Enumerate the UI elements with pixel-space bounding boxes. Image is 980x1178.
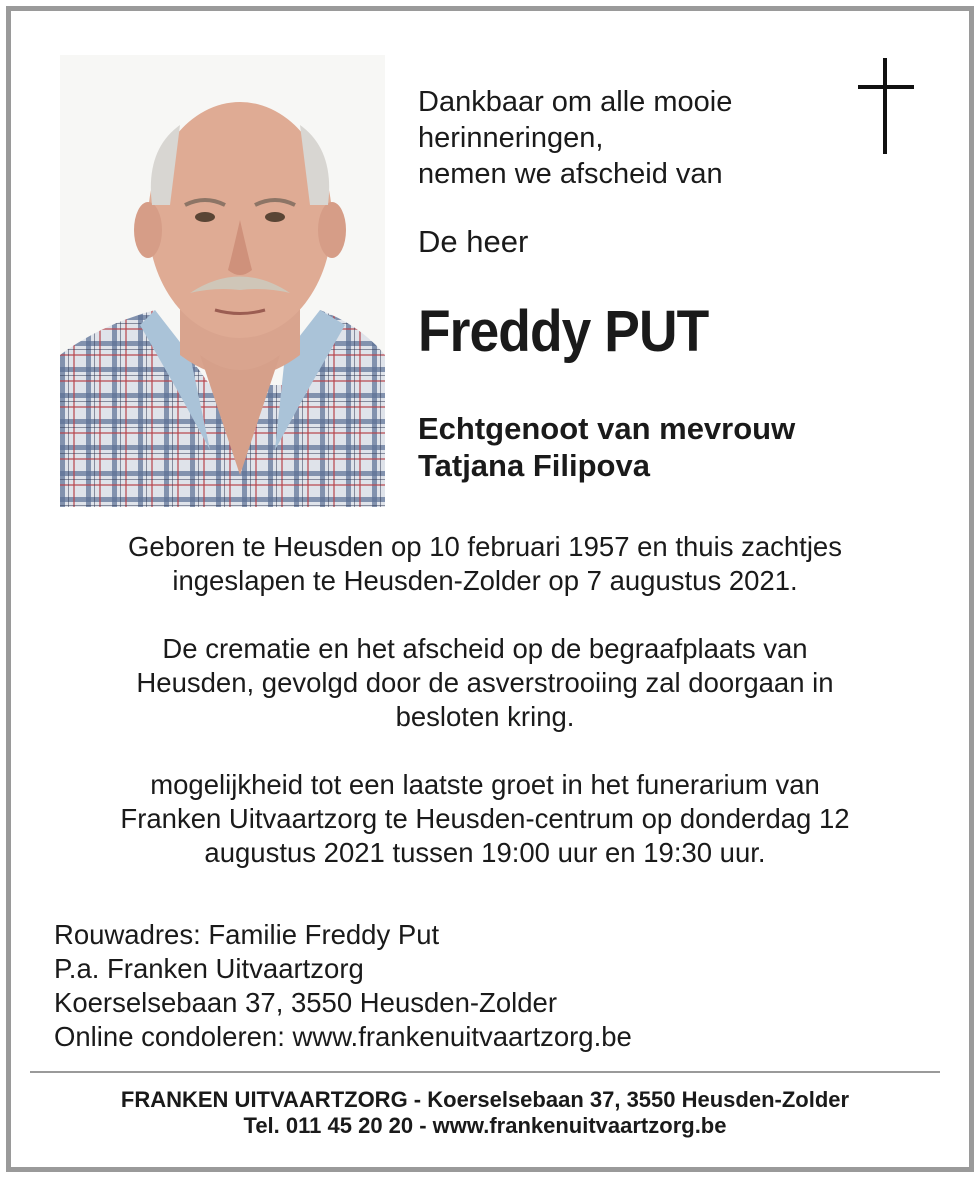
paragraph-line: Franken Uitvaartzorg te Heusden-centrum op donderdag 12	[120, 803, 850, 834]
address-line: Koerselsebaan 37, 3550 Heusden-Zolder	[54, 987, 557, 1018]
announcement-body	[40, 530, 930, 904]
footer-address: FRANKEN UITVAARTZORG - Koerselsebaan 37, 3550 Heusden-Zolder	[120, 1087, 850, 1112]
address-line: Rouwadres: Familie Freddy Put	[54, 919, 440, 950]
ceremony-paragraph	[40, 632, 930, 734]
paragraph-line: De crematie en het afscheid op de begraafplaats van	[162, 633, 808, 664]
paragraph-line: Geboren te Heusden op 10 februari 1957 en thuis zachtjes	[128, 531, 842, 562]
visitation-paragraph	[40, 768, 930, 870]
paragraph-line: mogelijkheid tot een laatste groet in het funerarium van	[150, 769, 820, 800]
spouse-line: Tatjana Filipova	[418, 448, 650, 483]
intro-text	[418, 84, 838, 192]
mourning-address	[54, 918, 914, 1054]
birth-death-paragraph	[40, 530, 930, 598]
honorific: De heer	[418, 224, 529, 259]
footer-contact: Tel. 011 45 20 20 - www.frankenuitvaartzorg.be	[243, 1113, 727, 1138]
funeral-home-footer	[30, 1087, 940, 1139]
paragraph-line: ingeslapen te Heusden-Zolder op 7 augustus 2021.	[172, 565, 798, 596]
cross-icon	[858, 58, 914, 154]
paragraph-line: augustus 2021 tussen 19:00 uur en 19:30 uur.	[204, 837, 766, 868]
online-condolence-link[interactable]: Online condoleren: www.frankenuitvaartzorg.be	[54, 1021, 632, 1052]
footer-divider	[30, 1071, 940, 1073]
address-line: P.a. Franken Uitvaartzorg	[54, 953, 364, 984]
intro-line: Dankbaar om alle mooie	[418, 86, 733, 118]
spouse-text	[418, 410, 938, 484]
spouse-line: Echtgenoot van mevrouw	[418, 411, 796, 446]
deceased-name: Freddy PUT	[418, 299, 709, 364]
paragraph-line: Heusden, gevolgd door de asverstrooiing zal doorgaan in	[136, 667, 834, 698]
portrait-photo	[60, 55, 385, 507]
paragraph-line: besloten kring.	[395, 701, 575, 732]
intro-line: herinneringen,	[418, 122, 604, 154]
intro-line: nemen we afscheid van	[418, 158, 723, 190]
